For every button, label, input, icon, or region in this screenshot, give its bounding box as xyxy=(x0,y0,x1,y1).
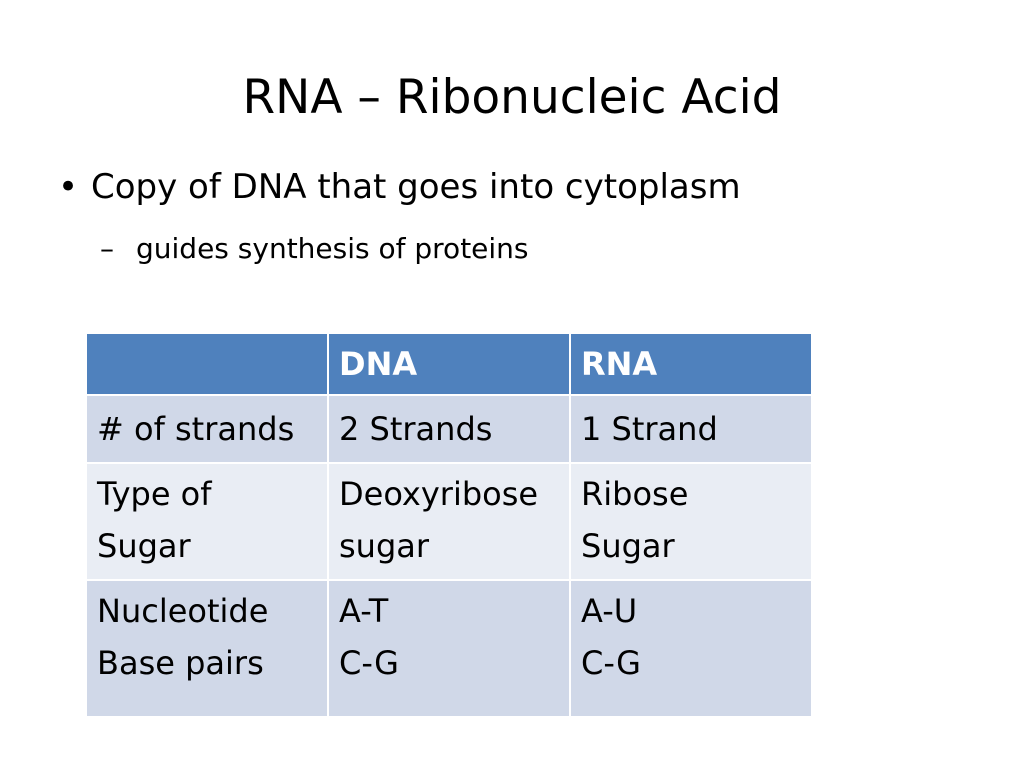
bullet-item xyxy=(58,162,741,212)
rna-cell xyxy=(570,580,812,717)
row-label-line: Base pairs xyxy=(97,644,264,682)
row-label-line: Nucleotide xyxy=(97,592,269,630)
table-row xyxy=(86,463,812,580)
dna-cell xyxy=(328,395,570,463)
row-label-line: Sugar xyxy=(97,527,191,565)
sub-bullet-marker: – xyxy=(100,232,114,265)
rna-cell xyxy=(570,463,812,580)
row-label-cell xyxy=(86,463,328,580)
row-label-line: Type of xyxy=(97,475,212,513)
header-cell-rna: RNA xyxy=(570,333,812,395)
rna-value-line: A-U xyxy=(581,592,638,630)
rna-value-line: C-G xyxy=(581,644,641,682)
row-label-line: # of strands xyxy=(97,410,295,448)
bullet-marker: • xyxy=(58,167,79,207)
bullet-text: Copy of DNA that goes into cytoplasm xyxy=(91,167,741,207)
dna-value-line: C-G xyxy=(339,644,399,682)
rna-value-line: Ribose xyxy=(581,475,689,513)
sub-bullet-item xyxy=(100,228,529,270)
dna-value-line: Deoxyribose xyxy=(339,475,539,513)
table-row xyxy=(86,395,812,463)
rna-cell xyxy=(570,395,812,463)
dna-cell xyxy=(328,580,570,717)
comparison-table xyxy=(85,332,813,718)
dna-value-line: sugar xyxy=(339,527,430,565)
dna-value-line: 2 Strands xyxy=(339,410,493,448)
dna-cell xyxy=(328,463,570,580)
row-label-cell xyxy=(86,395,328,463)
slide-title: RNA – Ribonucleic Acid xyxy=(242,70,782,125)
rna-value-line: Sugar xyxy=(581,527,675,565)
dna-value-line: A-T xyxy=(339,592,389,630)
header-cell-dna: DNA xyxy=(328,333,570,395)
row-label-cell xyxy=(86,580,328,717)
sub-bullet-text: guides synthesis of proteins xyxy=(136,232,529,265)
rna-value-line: 1 Strand xyxy=(581,410,718,448)
table-header-row xyxy=(86,333,812,395)
table-row xyxy=(86,580,812,717)
header-cell-empty xyxy=(86,333,328,395)
